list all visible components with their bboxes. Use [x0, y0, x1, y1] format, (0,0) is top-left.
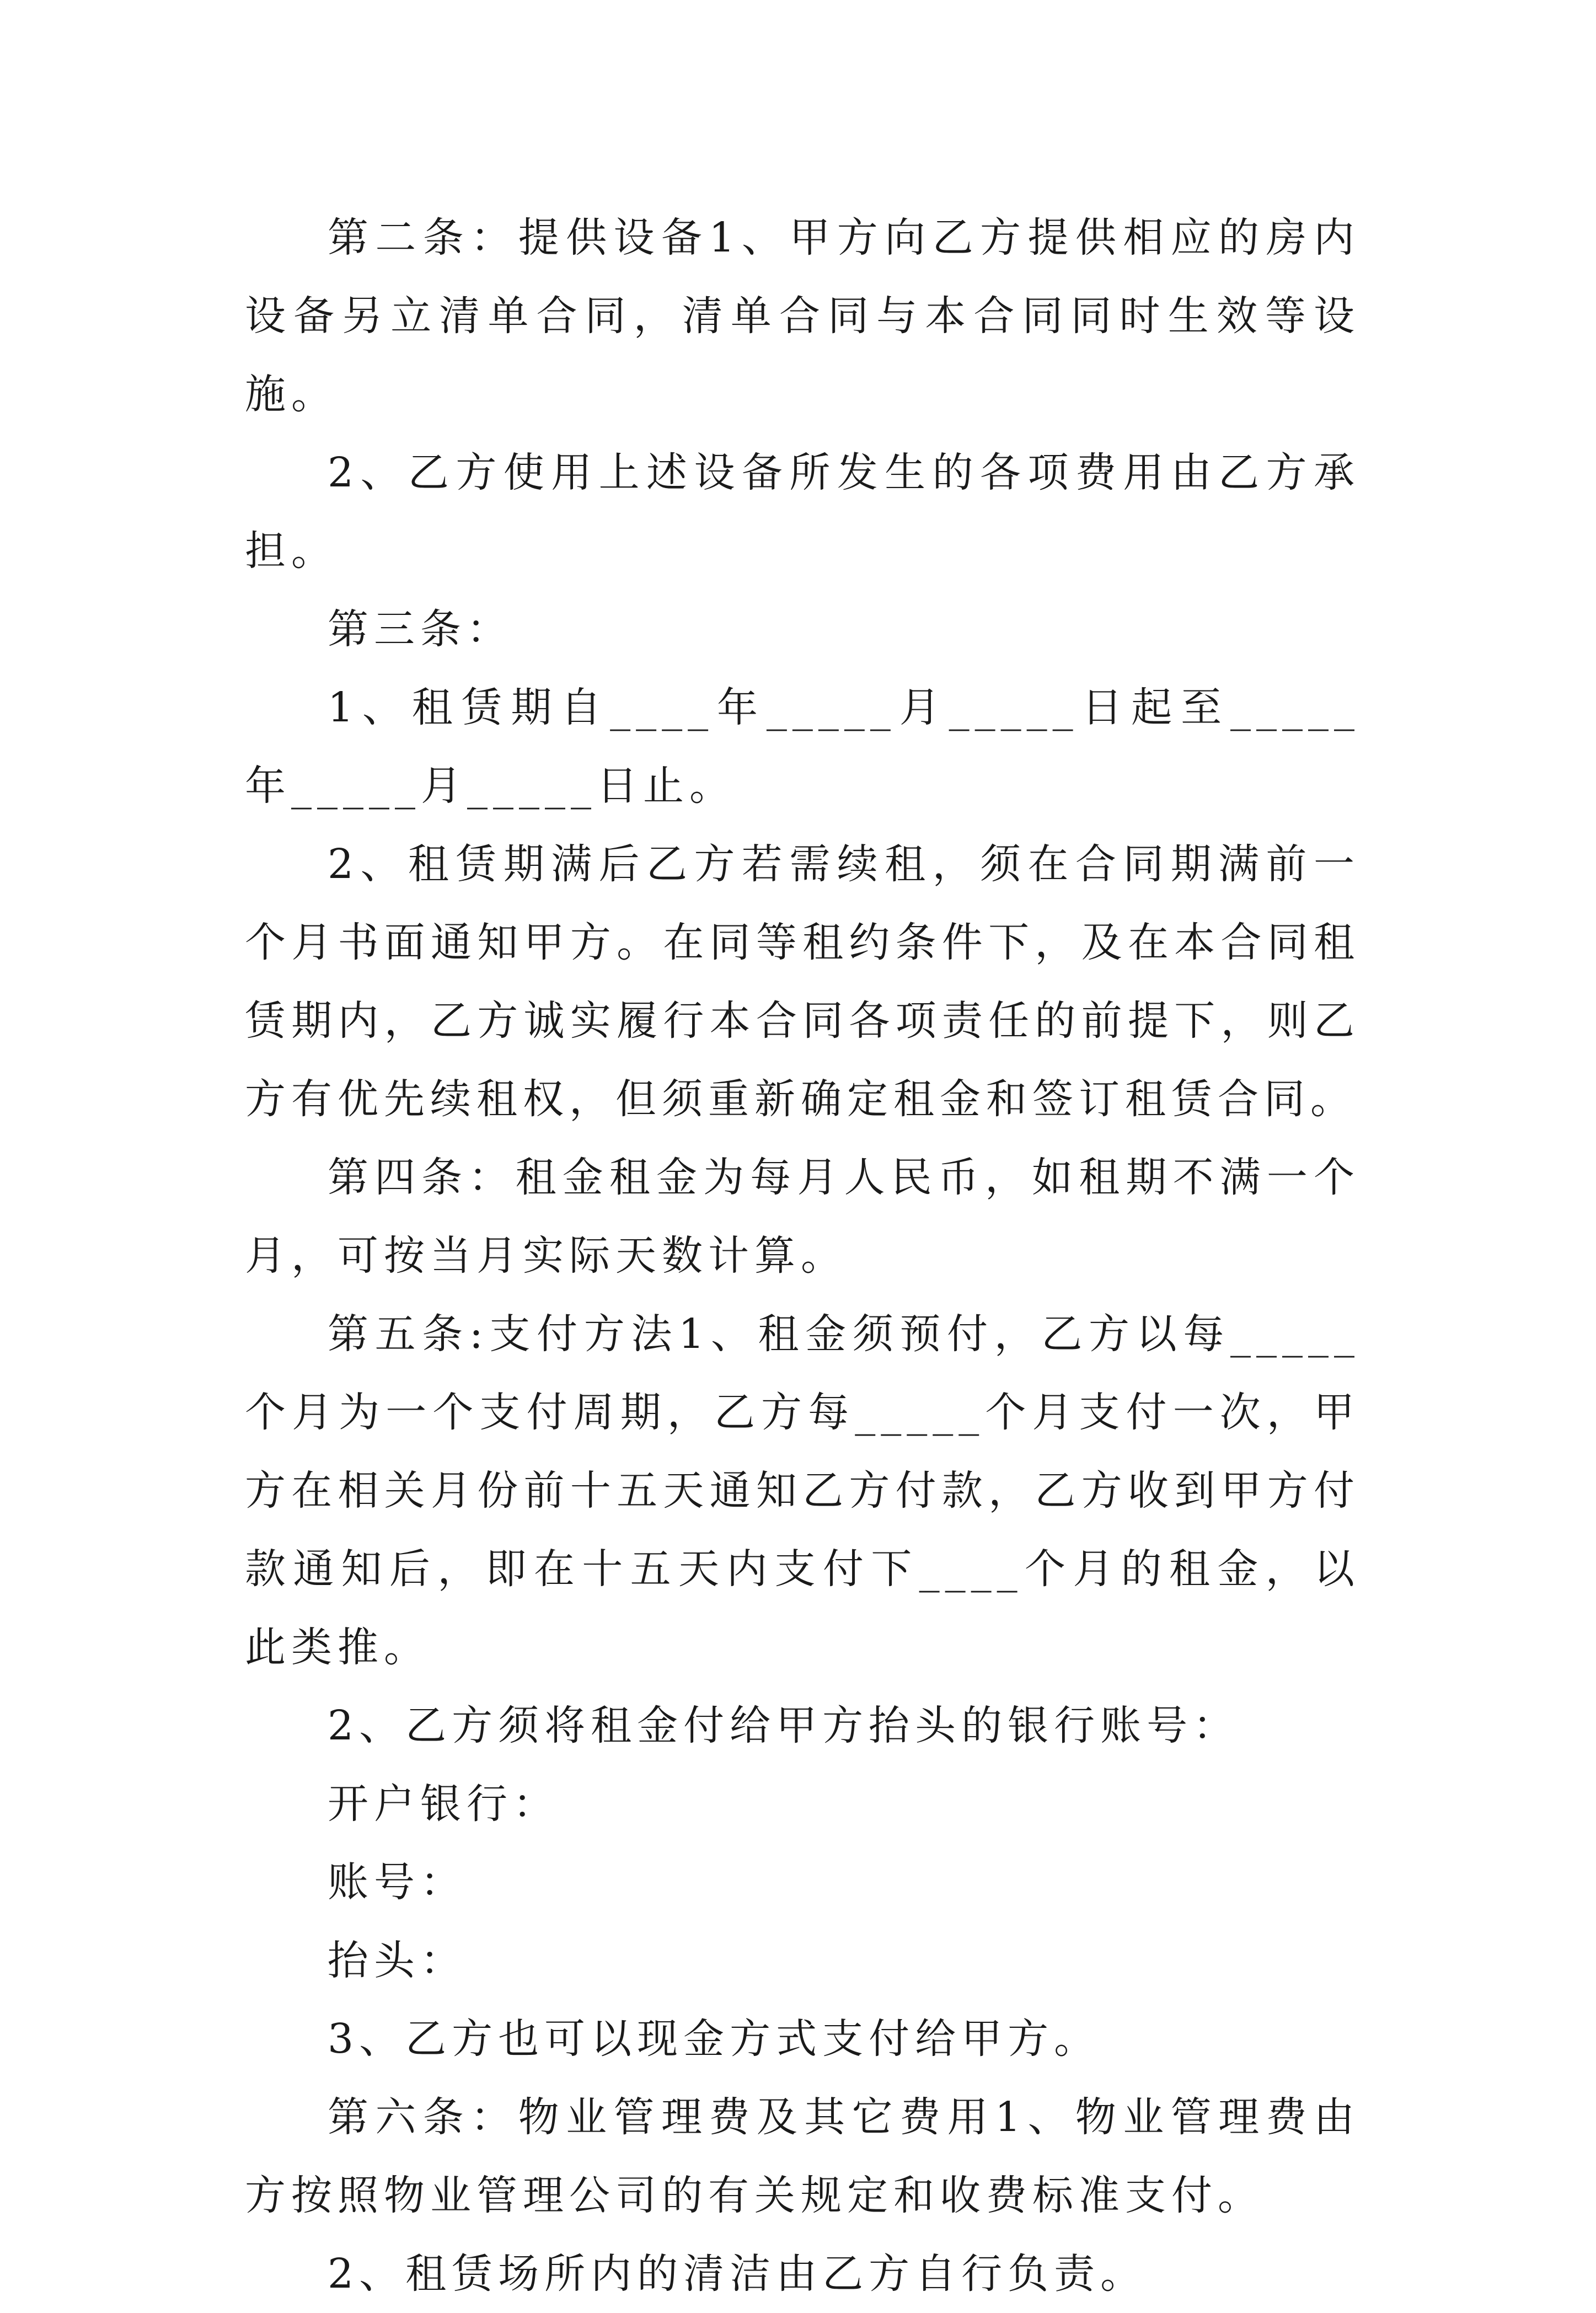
paragraph-article-3-heading: 第三条： [328, 606, 513, 653]
paragraph-equipment-costs: 2、乙方使用上述设备所发生的各项费用由乙方承担。 [245, 449, 1360, 575]
paragraph-article-6-fees: 第六条：物业管理费及其它费用1、物业管理费由方按照物业管理公司的有关规定和收费标准支付。 [245, 2094, 1360, 2219]
contract-text-body [245, 199, 1360, 2313]
paragraph-article-2-equipment: 第二条：提供设备1、甲方向乙方提供相应的房内设备另立清单合同，清单合同与本合同同时生效等设施。 [245, 214, 1360, 418]
paragraph-bank-account: 2、乙方须将租金付给甲方抬头的银行账号： [328, 1702, 1240, 1749]
paragraph-cash-payment: 3、乙方也可以现金方式支付给甲方。 [328, 2015, 1101, 2063]
paragraph-lease-renewal: 2、租赁期满后乙方若需续租，须在合同期满前一个月书面通知甲方。在同等租约条件下，及在本合同租赁期内，乙方诚实履行本合同各项责任的前提下，则乙方有优先续租权，但须重新确定租金和签订租赁合同。 [245, 840, 1360, 1123]
paragraph-bank-name: 开户银行： [328, 1780, 559, 1828]
paragraph-lease-term: 1、租赁期自____年_____月_____日起至_____年_____月_____日止。 [245, 684, 1360, 810]
paragraph-account-title: 抬头： [328, 1937, 467, 1984]
paragraph-article-4-rent: 第四条：租金租金为每月人民币，如租期不满一个月，可按当月实际天数计算。 [245, 1154, 1360, 1279]
paragraph-article-5-payment: 第五条:支付方法1、租金须预付，乙方以每_____个月为一个支付周期，乙方每_____个月支付一次，甲方在相关月份前十五天通知乙方付款，乙方收到甲方付款通知后，即在十五天内支付下____个月的租金，以此类推。 [245, 1310, 1360, 1671]
paragraph-cleaning: 2、租赁场所内的清洁由乙方自行负责。 [328, 2250, 1147, 2298]
paragraph-account-number: 账号： [328, 1859, 467, 1906]
